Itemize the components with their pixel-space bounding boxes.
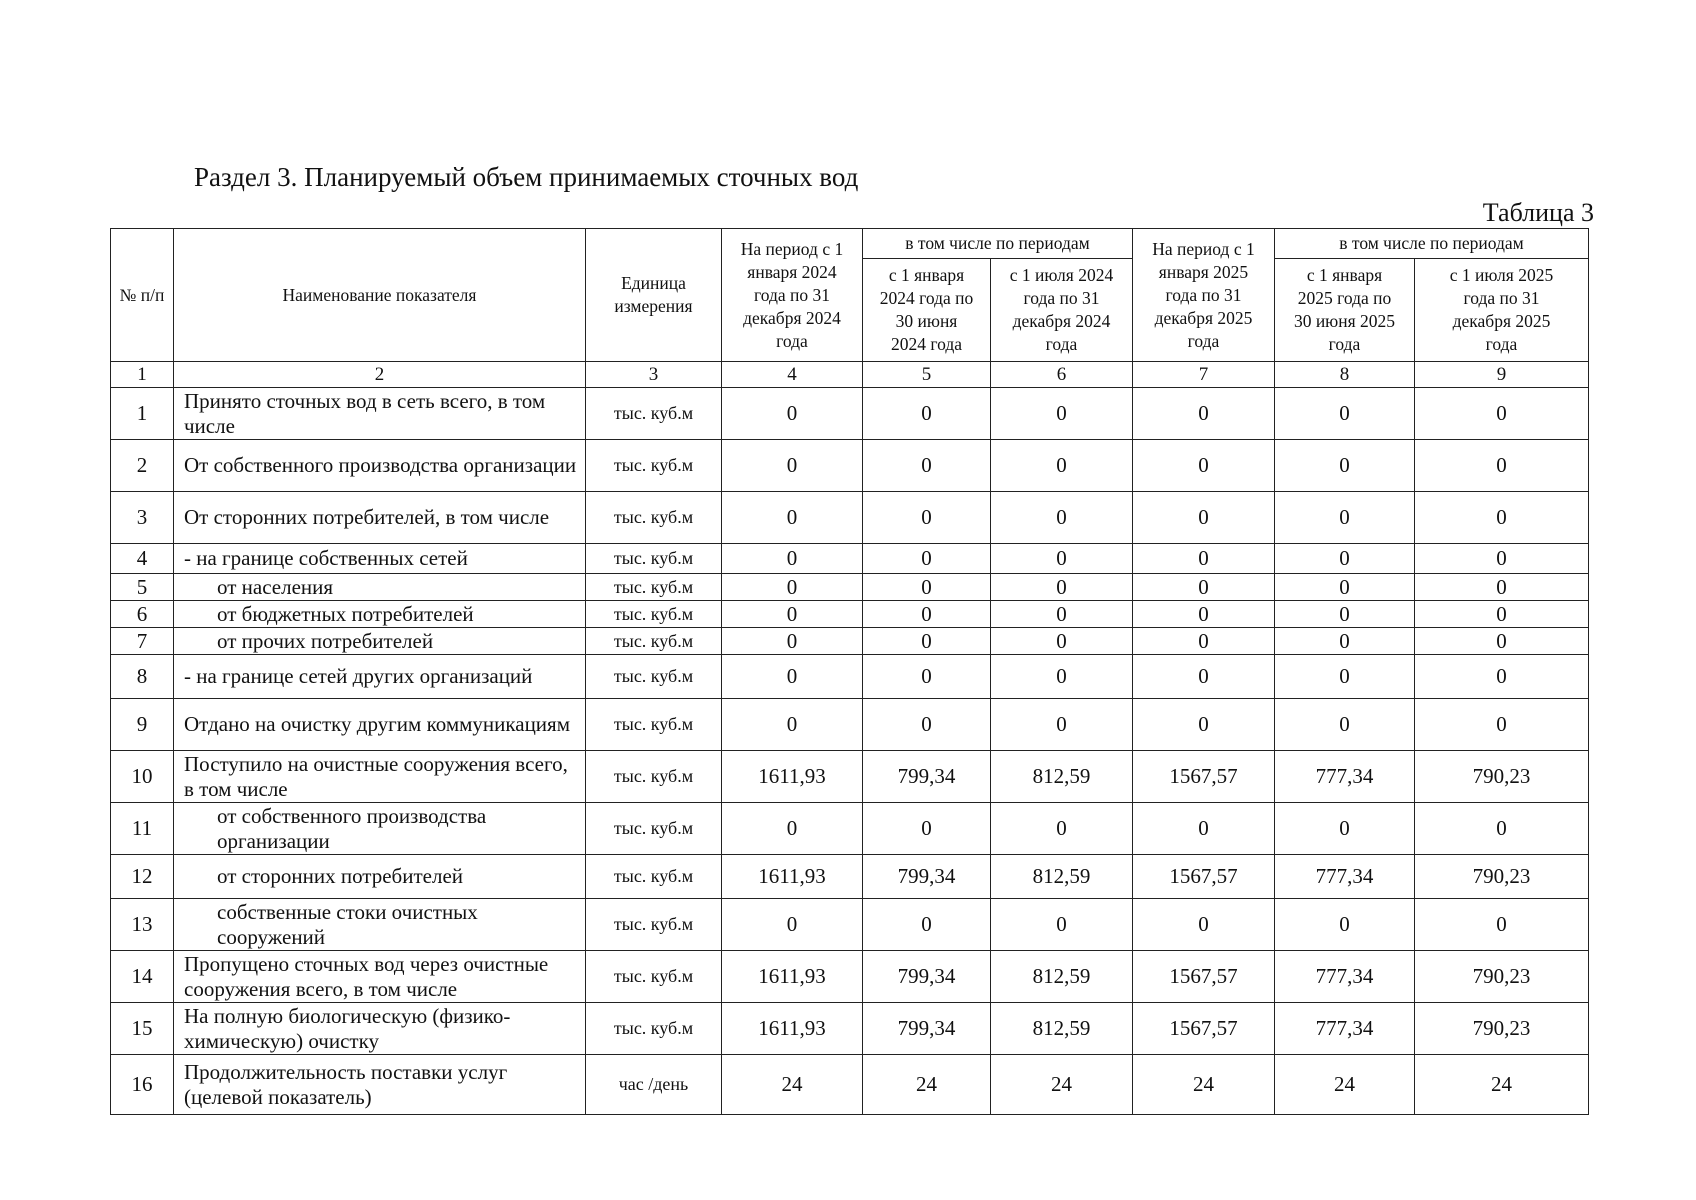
table-label: Таблица 3 <box>1482 198 1594 227</box>
unit-cell: тыс. куб.м <box>586 951 722 1003</box>
indicator-name: от бюджетных потребителей <box>174 601 586 628</box>
column-number: 3 <box>586 362 722 388</box>
value-cell: 0 <box>1275 440 1415 492</box>
value-cell: 0 <box>722 601 863 628</box>
table-row <box>111 440 1589 492</box>
row-number: 12 <box>111 855 174 899</box>
unit-cell: тыс. куб.м <box>586 574 722 601</box>
row-number: 10 <box>111 751 174 803</box>
value-cell: 0 <box>991 492 1133 544</box>
value-cell: 812,59 <box>991 855 1133 899</box>
unit-cell: тыс. куб.м <box>586 628 722 655</box>
section-title: Раздел 3. Планируемый объем принимаемых сточных вод <box>194 162 859 192</box>
header-2024-h2: с 1 июля 2024 года по 31 декабря 2024 года <box>991 259 1133 362</box>
value-cell: 0 <box>991 388 1133 440</box>
value-cell: 790,23 <box>1415 1003 1589 1055</box>
header-2024-h1: с 1 января 2024 года по 30 июня 2024 года <box>863 259 991 362</box>
value-cell: 0 <box>1133 574 1275 601</box>
table-row <box>111 1003 1589 1055</box>
indicator-name: от населения <box>174 574 586 601</box>
value-cell: 0 <box>863 440 991 492</box>
row-number: 6 <box>111 601 174 628</box>
indicator-name: - на границе сетей других организаций <box>174 655 586 699</box>
column-number: 7 <box>1133 362 1275 388</box>
value-cell: 24 <box>1133 1055 1275 1115</box>
column-number-row <box>111 362 1589 388</box>
header-row-1 <box>111 229 1589 259</box>
row-number: 2 <box>111 440 174 492</box>
value-cell: 0 <box>991 628 1133 655</box>
value-cell: 0 <box>1133 388 1275 440</box>
row-number: 13 <box>111 899 174 951</box>
value-cell: 24 <box>991 1055 1133 1115</box>
table-row <box>111 628 1589 655</box>
value-cell: 0 <box>991 440 1133 492</box>
value-cell: 0 <box>722 899 863 951</box>
column-number: 9 <box>1415 362 1589 388</box>
value-cell: 0 <box>1415 388 1589 440</box>
header-incl-2024: в том числе по периодам <box>863 229 1133 259</box>
indicator-name: от собственного производства организации <box>174 803 586 855</box>
indicator-name: от сторонних потребителей <box>174 855 586 899</box>
value-cell: 777,34 <box>1275 855 1415 899</box>
unit-cell: тыс. куб.м <box>586 751 722 803</box>
unit-cell: тыс. куб.м <box>586 655 722 699</box>
value-cell: 0 <box>1275 628 1415 655</box>
table-row <box>111 544 1589 574</box>
unit-cell: тыс. куб.м <box>586 1003 722 1055</box>
value-cell: 799,34 <box>863 1003 991 1055</box>
row-number: 9 <box>111 699 174 751</box>
column-number: 4 <box>722 362 863 388</box>
row-number: 8 <box>111 655 174 699</box>
indicator-name: Поступило на очистные сооружения всего, в том числе <box>174 751 586 803</box>
column-number: 2 <box>174 362 586 388</box>
value-cell: 0 <box>991 601 1133 628</box>
indicator-name: - на границе собственных сетей <box>174 544 586 574</box>
value-cell: 0 <box>722 655 863 699</box>
header-name: Наименование показателя <box>174 229 586 362</box>
value-cell: 812,59 <box>991 951 1133 1003</box>
indicator-name: Отдано на очистку другим коммуникациям <box>174 699 586 751</box>
unit-cell: тыс. куб.м <box>586 388 722 440</box>
header-period-2025: На период с 1 января 2025 года по 31 декабря 2025 года <box>1133 229 1275 362</box>
value-cell: 0 <box>1133 699 1275 751</box>
row-number: 14 <box>111 951 174 1003</box>
indicator-name: От собственного производства организации <box>174 440 586 492</box>
value-cell: 0 <box>1415 574 1589 601</box>
value-cell: 0 <box>1275 803 1415 855</box>
value-cell: 24 <box>722 1055 863 1115</box>
row-number: 16 <box>111 1055 174 1115</box>
value-cell: 0 <box>722 803 863 855</box>
column-number: 1 <box>111 362 174 388</box>
value-cell: 0 <box>1415 699 1589 751</box>
value-cell: 0 <box>863 601 991 628</box>
header-num: № п/п <box>111 229 174 362</box>
value-cell: 0 <box>722 574 863 601</box>
value-cell: 24 <box>1415 1055 1589 1115</box>
row-number: 15 <box>111 1003 174 1055</box>
row-number: 3 <box>111 492 174 544</box>
row-number: 4 <box>111 544 174 574</box>
table-row <box>111 1055 1589 1115</box>
indicator-name: На полную биологическую (физико-химическую) очистку <box>174 1003 586 1055</box>
header-incl-2025: в том числе по периодам <box>1275 229 1589 259</box>
table-row <box>111 699 1589 751</box>
table-row <box>111 601 1589 628</box>
value-cell: 0 <box>1415 628 1589 655</box>
value-cell: 0 <box>1415 803 1589 855</box>
unit-cell: тыс. куб.м <box>586 601 722 628</box>
value-cell: 0 <box>1275 699 1415 751</box>
value-cell: 0 <box>991 899 1133 951</box>
unit-cell: тыс. куб.м <box>586 440 722 492</box>
value-cell: 0 <box>1133 492 1275 544</box>
value-cell: 0 <box>722 628 863 655</box>
value-cell: 0 <box>1133 601 1275 628</box>
value-cell: 0 <box>1275 492 1415 544</box>
row-number: 7 <box>111 628 174 655</box>
indicator-name: Продолжительность поставки услуг (целевой показатель) <box>174 1055 586 1115</box>
value-cell: 0 <box>1415 601 1589 628</box>
row-number: 1 <box>111 388 174 440</box>
value-cell: 0 <box>722 388 863 440</box>
value-cell: 0 <box>722 492 863 544</box>
value-cell: 0 <box>863 899 991 951</box>
value-cell: 812,59 <box>991 1003 1133 1055</box>
unit-cell: тыс. куб.м <box>586 492 722 544</box>
table-row <box>111 855 1589 899</box>
value-cell: 1567,57 <box>1133 1003 1275 1055</box>
value-cell: 24 <box>1275 1055 1415 1115</box>
value-cell: 1611,93 <box>722 951 863 1003</box>
value-cell: 24 <box>863 1055 991 1115</box>
value-cell: 0 <box>1133 628 1275 655</box>
value-cell: 1567,57 <box>1133 951 1275 1003</box>
value-cell: 0 <box>863 628 991 655</box>
value-cell: 777,34 <box>1275 1003 1415 1055</box>
value-cell: 0 <box>1133 440 1275 492</box>
table-row <box>111 574 1589 601</box>
value-cell: 0 <box>1275 574 1415 601</box>
value-cell: 0 <box>1415 899 1589 951</box>
value-cell: 0 <box>1133 655 1275 699</box>
value-cell: 790,23 <box>1415 951 1589 1003</box>
value-cell: 799,34 <box>863 855 991 899</box>
unit-cell: тыс. куб.м <box>586 803 722 855</box>
value-cell: 0 <box>1275 388 1415 440</box>
header-period-2024: На период с 1 января 2024 года по 31 декабря 2024 года <box>722 229 863 362</box>
value-cell: 0 <box>1133 899 1275 951</box>
indicator-name: От сторонних потребителей, в том числе <box>174 492 586 544</box>
value-cell: 0 <box>863 655 991 699</box>
value-cell: 0 <box>991 699 1133 751</box>
value-cell: 0 <box>863 388 991 440</box>
indicator-name: собственные стоки очистных сооружений <box>174 899 586 951</box>
value-cell: 0 <box>722 699 863 751</box>
value-cell: 0 <box>863 574 991 601</box>
value-cell: 1567,57 <box>1133 751 1275 803</box>
value-cell: 1567,57 <box>1133 855 1275 899</box>
wastewater-volume-table <box>110 228 1589 1115</box>
value-cell: 0 <box>1415 492 1589 544</box>
header-2025-h1: с 1 января 2025 года по 30 июня 2025 года <box>1275 259 1415 362</box>
table-row <box>111 388 1589 440</box>
value-cell: 0 <box>1415 544 1589 574</box>
unit-cell: час /день <box>586 1055 722 1115</box>
table-body <box>111 388 1589 1115</box>
value-cell: 0 <box>863 803 991 855</box>
unit-cell: тыс. куб.м <box>586 699 722 751</box>
value-cell: 1611,93 <box>722 751 863 803</box>
value-cell: 0 <box>1275 899 1415 951</box>
indicator-name: Принято сточных вод в сеть всего, в том числе <box>174 388 586 440</box>
value-cell: 0 <box>863 492 991 544</box>
value-cell: 0 <box>991 574 1133 601</box>
column-number: 8 <box>1275 362 1415 388</box>
unit-cell: тыс. куб.м <box>586 899 722 951</box>
table-row <box>111 951 1589 1003</box>
unit-cell: тыс. куб.м <box>586 544 722 574</box>
row-number: 5 <box>111 574 174 601</box>
value-cell: 0 <box>1275 601 1415 628</box>
value-cell: 790,23 <box>1415 855 1589 899</box>
value-cell: 0 <box>722 440 863 492</box>
value-cell: 812,59 <box>991 751 1133 803</box>
value-cell: 0 <box>1133 803 1275 855</box>
value-cell: 1611,93 <box>722 1003 863 1055</box>
table-row <box>111 492 1589 544</box>
value-cell: 799,34 <box>863 951 991 1003</box>
table-row <box>111 655 1589 699</box>
value-cell: 0 <box>1275 655 1415 699</box>
value-cell: 1611,93 <box>722 855 863 899</box>
header-unit: Единица измерения <box>586 229 722 362</box>
value-cell: 777,34 <box>1275 751 1415 803</box>
table-row <box>111 751 1589 803</box>
table-row <box>111 803 1589 855</box>
value-cell: 0 <box>991 655 1133 699</box>
value-cell: 0 <box>991 544 1133 574</box>
value-cell: 0 <box>991 803 1133 855</box>
value-cell: 777,34 <box>1275 951 1415 1003</box>
value-cell: 0 <box>1415 440 1589 492</box>
value-cell: 0 <box>722 544 863 574</box>
value-cell: 0 <box>1415 655 1589 699</box>
value-cell: 0 <box>863 699 991 751</box>
column-number: 5 <box>863 362 991 388</box>
value-cell: 0 <box>863 544 991 574</box>
indicator-name: Пропущено сточных вод через очистные сооружения всего, в том числе <box>174 951 586 1003</box>
header-2025-h2: с 1 июля 2025 года по 31 декабря 2025 года <box>1415 259 1589 362</box>
value-cell: 799,34 <box>863 751 991 803</box>
value-cell: 0 <box>1275 544 1415 574</box>
column-number: 6 <box>991 362 1133 388</box>
indicator-name: от прочих потребителей <box>174 628 586 655</box>
value-cell: 790,23 <box>1415 751 1589 803</box>
unit-cell: тыс. куб.м <box>586 855 722 899</box>
value-cell: 0 <box>1133 544 1275 574</box>
row-number: 11 <box>111 803 174 855</box>
table-row <box>111 899 1589 951</box>
